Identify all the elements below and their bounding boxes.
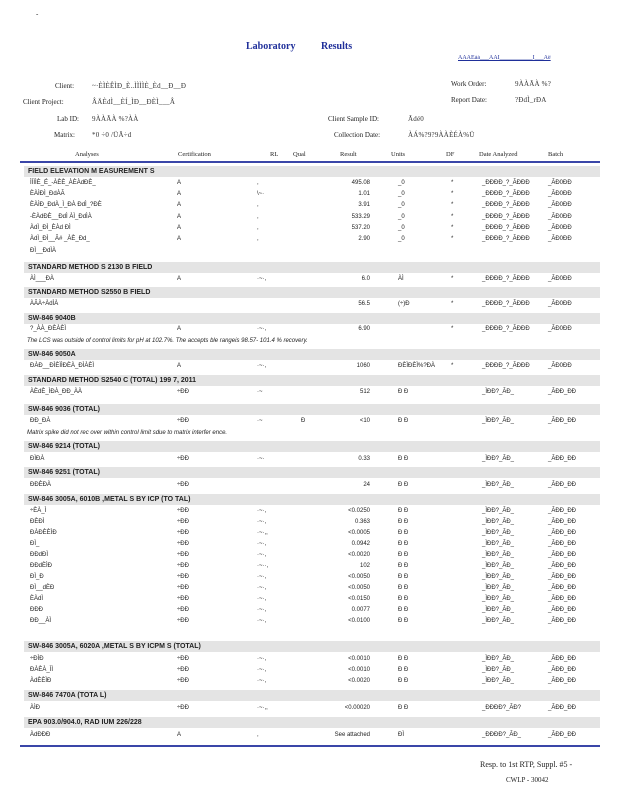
work-order-label: Work Order: [451,80,487,88]
work-order-value: 9ÀÀÃÀ %? [515,80,552,88]
batch-cell: _ÃÐ0ÐÐ [548,224,572,231]
batch-cell: _ÃÐÐ_ÐÐ [548,618,577,624]
report-date-value: ?ÐdÌ_rÐA [515,96,547,104]
result-cell: 6.0 [361,276,370,282]
units-cell: _0 [398,224,405,231]
col-df: DF [446,151,455,158]
result-cell: <0.00020 [344,705,370,711]
result-cell: 0.33 [358,456,370,462]
table-row [20,301,600,310]
df-cell: * [451,276,454,282]
batch-cell: _ÃÐ0ÐÐ [548,326,572,332]
certification-cell: ÷ÐÐ [177,530,189,536]
client-sample-value: Ãdé0 [408,115,424,123]
certification-cell: ÷ÐÐ [177,705,189,711]
section-header: SW-846 7470A (TOTA L) [24,690,600,701]
units-cell: _0 [398,202,405,209]
rl-cell: ·~·,, [257,705,268,711]
analysis-cell: ÐÐÈÐÀ [30,482,52,488]
analysis-cell: ÈÀdÌ [30,596,44,602]
section-header: EPA 903.0/904.0, RAD IUM 226/228 [24,717,600,728]
table-row [20,618,600,627]
table-row [20,563,600,572]
qual-cell: Ð [301,418,306,424]
analysis-cell: ÀdÐÐÐ [30,732,51,738]
certification-cell: ÷ÐÐ [177,667,189,673]
certification-cell: A [177,732,182,738]
units-cell: Ð Ð [398,667,409,673]
result-cell: <0.0050 [348,585,370,591]
date-cell: _ÐÐÐÐ_?_ÃÐÐÐ [482,276,530,282]
units-cell: Ð Ð [398,552,409,558]
analysis-cell: ÐÀÈÀ_ÌÌ [30,667,54,673]
section-header: SW-846 9040B [24,313,600,324]
rl-cell: ·~·, [257,508,267,514]
table-row [20,326,600,335]
rl-cell: ·~ [257,418,263,424]
collection-date-label: Collection Date: [334,131,381,139]
table-row [20,732,600,741]
batch-cell: _ÃÐÐ_ÐÐ [548,705,577,711]
date-cell: _ÌÐÐ?_ÃÐ_ [482,667,515,673]
date-cell: _ÌÐÐ?_ÃÐ_ [482,563,515,569]
batch-cell: _ÃÐÐ_ÐÐ [548,389,577,395]
table-row [20,596,600,605]
rl-cell: ·~·, [257,574,267,580]
batch-cell: _ÃÐ0ÐÐ [548,236,572,242]
units-cell: ÐÈÌÐÈÌ%?ÐÀ [398,363,436,369]
certification-cell: ÷ÐÐ [177,618,189,624]
section-header: SW-846 9214 (TOTAL) [24,441,600,452]
title-results: Results [321,41,353,52]
matrix-label: Matrix: [54,131,75,139]
analysis-cell: ÀdÌ_ÐÌ__Ã# _ÀÈ_Ðd_ [30,236,90,242]
analysis-cell: ÐÐdÐÌ [30,552,49,558]
units-cell: Ð Ð [398,456,409,462]
client-project-label: Client Project: [23,98,64,106]
rl-cell: , [257,236,259,242]
analysis-cell: ÀdÈÈÌÐ [30,678,52,684]
analysis-cell: ÐÌ__dÈÐ [30,585,55,591]
date-cell: _ÐÐÐÐ_?_ÃÐÐÐ [482,213,530,220]
result-cell: 512 [359,389,370,395]
analysis-cell: ÀÈdÈ_ÌÐÀ_ÐÐ_ÀÀ [30,389,83,395]
table-row [20,482,600,491]
certification-cell: A [177,213,182,220]
date-cell: _ÐÐÐÐ_?_ÃÐÐÐ [482,326,530,332]
rl-cell: ·~·, [257,585,267,591]
units-cell: ÐÌ [398,732,404,738]
table-row [20,607,600,616]
date-cell: _ÌÐÐ?_ÃÐ_ [482,519,515,525]
batch-cell: _ÃÐÐ_ÐÐ [548,656,577,662]
certification-cell: ÷ÐÐ [177,418,189,424]
units-cell: ÀÌ [398,276,404,282]
certification-cell: A [177,202,182,209]
section-header: SW-846 3005A, 6020A ,METAL S BY ICPM S (TOTAL) [24,641,600,652]
units-cell: Ð Ð [398,563,409,569]
table-row [20,214,600,223]
result-cell: <0.0050 [348,574,370,580]
batch-cell: _ÃÐÐ_ÐÐ [548,585,577,591]
rl-cell: ·~·, [257,656,267,662]
date-cell: _ÌÐÐ?_ÃÐ_ [482,618,515,624]
section-header: SW-846 9251 (TOTAL) [24,467,600,478]
result-cell: <0.0005 [348,530,370,536]
certification-cell: A [177,224,182,231]
df-cell: * [451,191,454,198]
units-cell: _0 [398,191,405,198]
lab-id-label: Lab ID: [57,115,79,123]
certification-cell: ÷ÐÐ [177,389,189,395]
date-cell: _ÐÐÐÐ_?_ÃÐÐÐ [482,301,530,307]
date-cell: _ÌÐÐ?_ÃÐ_ [482,541,515,547]
batch-cell: _ÃÐÐ_ÐÐ [548,667,577,673]
column-header [20,151,600,161]
analysis-cell: ?_ÀÀ_ÐÈÀÈÌ [30,326,67,332]
certification-cell: ÷ÐÐ [177,482,189,488]
corner-mark: - [36,10,39,18]
client-value: ~·ÈÌÈÊÌÐ_È..ÌÌÌÌÈ_Èd__Ð__Ð [92,82,187,90]
result-cell: 533.29 [351,213,370,220]
date-cell: _ÌÐÐ?_ÃÐ_ [482,482,515,488]
table-row [20,202,600,211]
batch-cell: _ÃÐ0ÐÐ [548,363,572,369]
rl-cell: ·~·, [257,363,267,369]
date-cell: _ÌÐÐ?_ÃÐ_ [482,456,515,462]
batch-cell: _ÃÐÐ_ÐÐ [548,418,577,424]
units-cell: Ð Ð [398,618,409,624]
top-right-link[interactable]: ÀÄÂÉàá___ÀÃÌ___________Ì___Âê [458,55,551,61]
analysis-cell: ÐÀÐÈÈÌÐ [30,530,57,536]
client-label: Client: [55,82,75,90]
date-cell: _ÐÐÐÐ_?_ÃÐÐÐ [482,236,530,242]
batch-cell: _ÃÐÐ_ÐÐ [548,574,577,580]
result-cell: <0.0010 [348,656,370,662]
units-cell: Ð Ð [398,519,409,525]
certification-cell: A [177,363,182,369]
client-project-value: ÂÄÈdÌ__ÈÍ_ÌÐ__ÐÈÌ___Â [92,98,176,106]
certification-cell: A [177,236,182,242]
section-header: SW-846 3005A, 6010B ,METAL S BY ICP (TO TAL) [24,494,600,505]
batch-cell: _ÃÐÐ_ÐÐ [548,552,577,558]
units-cell: Ð Ð [398,530,409,536]
batch-cell: _ÃÐÐ_ÐÐ [548,456,577,462]
df-cell: * [451,224,454,231]
result-cell: 0.0077 [351,607,370,613]
date-cell: _ÐÐÐÐ_?_ÃÐÐÐ [482,180,530,186]
df-cell: * [451,202,454,209]
date-cell: _ÌÐÐ?_ÃÐ_ [482,574,515,580]
table-row [20,276,600,285]
result-cell: 1.01 [358,191,370,198]
date-cell: _ÐÐÐÐ_?_ÃÐÐÐ [482,202,530,209]
batch-cell: _ÃÐÐ_ÐÐ [548,508,577,514]
batch-cell: _ÃÐÐ_ÐÐ [548,541,577,547]
units-cell: Ð Ð [398,418,409,424]
table-row [20,363,600,372]
batch-cell: _ÃÐ0ÐÐ [548,180,572,186]
units-cell: _0 [398,213,405,220]
certification-cell: ÷ÐÐ [177,563,189,569]
analysis-cell: ÷ÐÌÐ [30,656,44,662]
certification-cell: ÷ÐÐ [177,656,189,662]
result-cell: <0.0100 [348,618,370,624]
units-cell: Ð Ð [398,596,409,602]
analysis-cell: ÈÀÌÐ_ÐdÀ_Ì_ÐÀ ÐdÌ_?ÐÈ [30,202,102,209]
bottom-rule [20,745,600,747]
col-qual: Qual [293,151,306,158]
certification-cell: ÷ÐÐ [177,585,189,591]
rl-cell: ·~·, [257,326,267,332]
certification-cell: ÷ÐÐ [177,519,189,525]
section-header: STANDARD METHOD S2550 B FIELD [24,287,600,298]
table-row [20,530,600,539]
df-cell: * [451,301,454,307]
date-cell: _ÌÐÐ?_ÃÐ_ [482,530,515,536]
rl-cell: ·~··, [257,563,269,569]
matrix-value: *0 ÷0 /ÜÃ÷d [92,131,132,139]
table-row [20,418,600,427]
units-cell: (÷)Ð [398,301,410,307]
result-cell: 1060 [356,363,370,369]
section-header: SW-846 9050A [24,349,600,360]
certification-cell: ÷ÐÐ [177,607,189,613]
certification-cell: A [177,191,182,198]
units-cell: Ð Ð [398,389,409,395]
certification-cell: ÷ÐÐ [177,678,189,684]
result-cell: 24 [363,482,370,488]
result-cell: 3.91 [358,202,370,209]
result-cell: 56.5 [358,301,370,307]
date-cell: _ÌÐÐ?_ÃÐ_ [482,389,515,395]
certification-cell: ÷ÐÐ [177,508,189,514]
date-cell: _ÌÐÐ?_ÃÐ_ [482,585,515,591]
table-row [20,541,600,550]
rl-cell: ·~·, [257,519,267,525]
rl-cell: ·~·, [257,667,267,673]
result-cell: 102 [359,563,370,569]
col-date-analyzed: Date Analyzed [479,151,518,158]
rl-cell: , [257,224,259,231]
rl-cell: ·~ [257,389,263,395]
section-header: FIELD ELEVATION M EASUREMENT S [24,166,600,177]
certification-cell: A [177,326,182,332]
analysis-cell: ÐÌÐÀ [30,456,45,462]
analysis-cell: ÐÐÐ [30,607,43,613]
certification-cell: A [177,276,182,282]
date-cell: _ÌÐÐ?_ÃÐ_ [482,607,515,613]
rl-cell: ·~·,, [257,530,268,536]
table-row [20,656,600,665]
batch-cell: _ÃÐÐ_ÐÐ [548,732,577,738]
certification-cell: A [177,180,182,186]
section-note: Matrix spike did not rec over within control limit sdue to matrix interfer ence. [27,430,228,436]
col-units: Units [391,151,406,158]
df-cell: * [451,326,454,332]
certification-cell: ÷ÐÐ [177,574,189,580]
date-cell: _ÐÐÐÐ_?_ÃÐÐÐ [482,191,530,198]
analysis-cell: ÐÌ_ [30,541,40,547]
analysis-cell: ÐÐdÈÌÐ [30,563,53,569]
batch-cell: _ÃÐÐ_ÐÐ [548,519,577,525]
table-row [20,180,600,189]
result-cell: <0.0020 [348,678,370,684]
col-batch: Batch [548,151,564,158]
analysis-cell: ÀÌ___ÐÀ [30,276,55,282]
rl-cell: ·~·, [257,541,267,547]
rl-cell: , [257,202,259,209]
date-cell: _ÐÐÐÐ_?_ÃÐÐÐ [482,363,530,369]
table-row [20,585,600,594]
rl-cell: ·~·, [257,552,267,558]
analysis-cell: ÐÌ_Ð [30,574,44,580]
table-row [20,236,600,245]
result-cell: 2.90 [358,236,370,242]
rl-cell: ·~·, [257,596,267,602]
units-cell: Ð Ð [398,508,409,514]
units-cell: Ð Ð [398,705,409,711]
rl-cell: ·~·, [257,607,267,613]
certification-cell: ÷ÐÐ [177,456,189,462]
result-cell: 0.0942 [351,541,370,547]
analysis-cell: -ÈÀdÐÈ__ÐdÌ ÀÌ_ÐdÌÀ [30,213,92,220]
section-header: STANDARD METHOD S2540 C (TOTAL) 199 7, 2011 [24,375,600,386]
rl-cell: , [257,732,259,738]
section-header: STANDARD METHOD S 2130 B FIELD [24,262,600,273]
result-cell: <0.0010 [348,667,370,673]
result-cell: 495.08 [351,180,370,186]
table-row [20,191,600,200]
certification-cell: ÷ÐÐ [177,596,189,602]
analysis-cell: ÐÈÐÌ [30,519,45,525]
batch-cell: _ÃÐ0ÐÐ [548,213,572,220]
report-date-label: Report Date: [451,96,487,104]
table-row [20,574,600,583]
analysis-cell: ÷ÈÀ_Ì [30,508,47,514]
col-analyses: Analyses [75,151,99,158]
table-row [20,456,600,465]
rl-cell: , [257,180,259,186]
units-cell: Ð Ð [398,585,409,591]
df-cell: * [451,236,454,242]
header-rule [20,161,600,163]
title-laboratory: Laboratory [246,41,296,52]
table-row [20,508,600,517]
batch-cell: _ÃÐÐ_ÐÐ [548,596,577,602]
table-row [20,552,600,561]
section-note: The LCS was outside of control limits for pH at 102.7%. The accepts ble rangeis 98.57- 101.4 % recovery. [27,338,308,344]
df-cell: * [451,213,454,220]
units-cell: _0 [398,236,405,242]
date-cell: _ÌÐÐ?_ÃÐ_ [482,678,515,684]
result-cell: 6.90 [358,326,370,332]
batch-cell: _ÃÐÐ_ÐÐ [548,678,577,684]
analysis-cell: ÐÐ__ÀÌ [30,618,52,624]
batch-cell: _ÃÐÐ_ÐÐ [548,607,577,613]
section-header: SW-846 9036 (TOTAL) [24,404,600,415]
col-rl: RL [270,151,279,158]
col-certification: Certification [178,151,211,158]
batch-cell: _ÃÐÐ_ÐÐ [548,530,577,536]
result-cell: <0.0020 [348,552,370,558]
col-result: Result [340,151,357,158]
section-note: ÐÌ__ÐdÌÀ [30,248,57,254]
analysis-cell: ÐÀÐ__ÐÌÈÌÌÐÈÀ_ÐÌÀÈÌ [30,363,95,369]
result-cell: See attached [334,732,370,738]
date-cell: _ÌÐÐ?_ÃÐ_ [482,418,515,424]
rl-cell: ·~·, [257,618,267,624]
rl-cell: ·~·, [257,678,267,684]
units-cell: Ð Ð [398,656,409,662]
result-cell: <10 [359,418,370,424]
batch-cell: _ÃÐ0ÐÐ [548,202,572,209]
date-cell: _ÌÐÐ?_ÃÐ_ [482,508,515,514]
rl-cell: \~· [257,191,265,198]
table-row [20,519,600,528]
analysis-cell: ÀÌÐ [30,705,41,711]
units-cell: _0 [398,180,405,186]
table-row [20,705,600,714]
result-cell: 537.20 [351,224,370,231]
analysis-cell: ÌÌÌÌÈ_É_-ÀÈÈ_ÀÈÀdÐÈ_ [30,180,96,186]
units-cell: Ð Ð [398,574,409,580]
date-cell: _ÌÐÐ?_ÃÐ_ [482,596,515,602]
result-cell: <0.0250 [348,508,370,514]
rl-cell: ·~·, [257,276,267,282]
analysis-cell: ÀdÌ_ÐÌ_ÈÀd ÐÌ [30,224,71,231]
table-row [20,667,600,676]
batch-cell: _ÃÐ0ÐÐ [548,301,572,307]
analysis-cell: ÀÃÀ÷ÀdÌÀ [30,301,59,307]
lab-id-value: 9ÀÀÃÀ %?ÀÀ [92,115,139,123]
batch-cell: _ÃÐ0ÐÐ [548,276,572,282]
table-row [20,225,600,234]
units-cell: Ð Ð [398,607,409,613]
units-cell: Ð Ð [398,541,409,547]
certification-cell: ÷ÐÐ [177,541,189,547]
units-cell: Ð Ð [398,678,409,684]
analysis-cell: ÈÀÌÐÌ_ÐdÀÃ [30,191,65,198]
date-cell: _ÐÐÐÐ_?_ÃÐÐÐ [482,224,530,231]
date-cell: _ÌÐÐ?_ÃÐ_ [482,656,515,662]
batch-cell: _ÃÐÐ_ÐÐ [548,482,577,488]
rl-cell: , [257,213,259,220]
table-row [20,678,600,687]
result-cell: <0.0150 [348,596,370,602]
footer-doc-id: CWLP - 30042 [506,776,549,784]
df-cell: * [451,363,454,369]
date-cell: _ÐÐÐÐ?_ÃÐ? [482,705,522,711]
df-cell: * [451,180,454,186]
client-sample-label: Client Sample ID: [328,115,379,123]
units-cell: Ð Ð [398,482,409,488]
table-row [20,389,600,398]
footer-resp: Resp. to 1st RTP, Suppl. #5 - [480,760,573,769]
rl-cell: ·~· [257,456,265,462]
analysis-cell: ÐÐ_ÐÀ [30,418,51,424]
batch-cell: _ÃÐ0ÐÐ [548,191,572,198]
result-cell: 0.363 [354,519,370,525]
collection-date-value: ÀÁ%?9?9ÀÀÈÉÀ%Ü [408,131,475,139]
date-cell: _ÐÐÐÐ?_ÃÐ_ [482,732,522,738]
date-cell: _ÌÐÐ?_ÃÐ_ [482,552,515,558]
certification-cell: ÷ÐÐ [177,552,189,558]
batch-cell: _ÃÐÐ_ÐÐ [548,563,577,569]
